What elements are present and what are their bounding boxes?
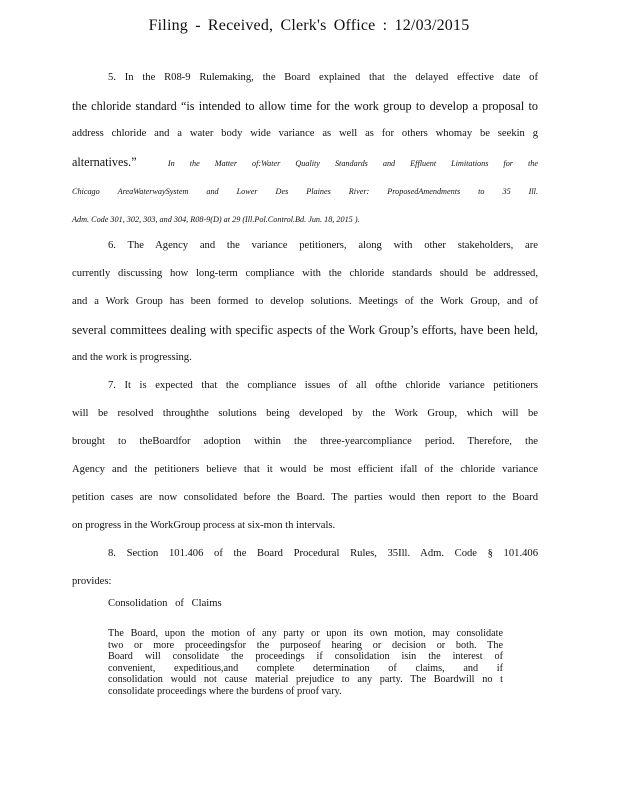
text-line: provides: <box>72 576 112 587</box>
text-line: brought to theBoardfor adoption within the three-yearcompliance period. Therefore, the <box>72 436 538 447</box>
text-line: the chloride standard “is intended to allow time for the work group to develop a proposal to <box>72 99 538 113</box>
text-line: 6. The Agency and the variance petitioners, along with other stakeholders, are <box>108 240 538 251</box>
text-line: 8. Section 101.406 of the Board Procedural Rules, 35Ill. Adm. Code § 101.406 <box>108 548 538 559</box>
text-line: and the work is progressing. <box>72 352 192 363</box>
quote-line: Board will consolidate the proceedings if consolidation isin the interest of <box>108 651 503 663</box>
quote-line: convenient, expeditious,and complete determination of claims, and if <box>108 662 503 674</box>
text-line: on progress in the WorkGroup process at six-mon th intervals. <box>72 520 336 531</box>
text-line: 5. In the R08-9 Rulemaking, the Board explained that the delayed effective date of <box>108 72 538 83</box>
quote-line: consolidation would not cause material prejudice to any party. The Boardwill no t <box>108 674 503 686</box>
quote-line: The Board, upon the motion of any party or upon its own motion, may consolidate <box>108 628 503 639</box>
paragraph-5 <box>72 64 538 234</box>
quote-line: consolidate proceedings where the burdens of proof vary. <box>108 685 342 697</box>
text-line: address chloride and a water body wide variance as well as for others whomay be seekin g <box>72 128 538 139</box>
citation-line: Chicago AreaWaterwaySystem and Lower Des Plaines River: ProposedAmendments to 35 Ill. <box>72 187 538 196</box>
citation-text: In the Matter of:Water Quality Standards and Effluent Limitations for the <box>167 159 538 168</box>
text-line: 7. It is expected that the compliance issues of all ofthe chloride variance petitioners <box>108 380 538 391</box>
text-line: several committees dealing with specific aspects of the Work Group’s efforts, have been held, <box>72 323 538 337</box>
paragraph-7 <box>72 372 538 540</box>
block-quote <box>108 628 503 698</box>
quote-line: two or more proceedingsfor the purposeof hearing or decision or both. The <box>108 639 503 651</box>
text-line: currently discussing how long-term compliance with the chloride standards should be addressed, <box>72 268 538 279</box>
paragraph-8 <box>72 540 538 596</box>
quote-heading: Consolidation of Claims <box>108 598 222 609</box>
text-line <box>72 148 538 178</box>
text-line: and a Work Group has been formed to develop solutions. Meetings of the Work Group, and of <box>72 296 538 307</box>
citation-line: Adm. Code 301, 302, 303, and 304, R08-9(D) at 29 (Ill.Pol.Control.Bd. Jun. 18, 2015 ). <box>72 215 360 224</box>
text-line: petition cases are now consolidated before the Board. The parties would then report to the Board <box>72 492 538 503</box>
filing-header: Filing - Received, Clerk's Office : 12/03/2015 <box>148 17 470 34</box>
text-fragment: alternatives.” <box>72 155 137 169</box>
paragraph-6 <box>72 232 538 372</box>
text-line: Agency and the petitioners believe that it would be most efficient ifall of the chloride variance <box>72 464 538 475</box>
text-line: will be resolved throughthe solutions being developed by the Work Group, which will be <box>72 408 538 419</box>
